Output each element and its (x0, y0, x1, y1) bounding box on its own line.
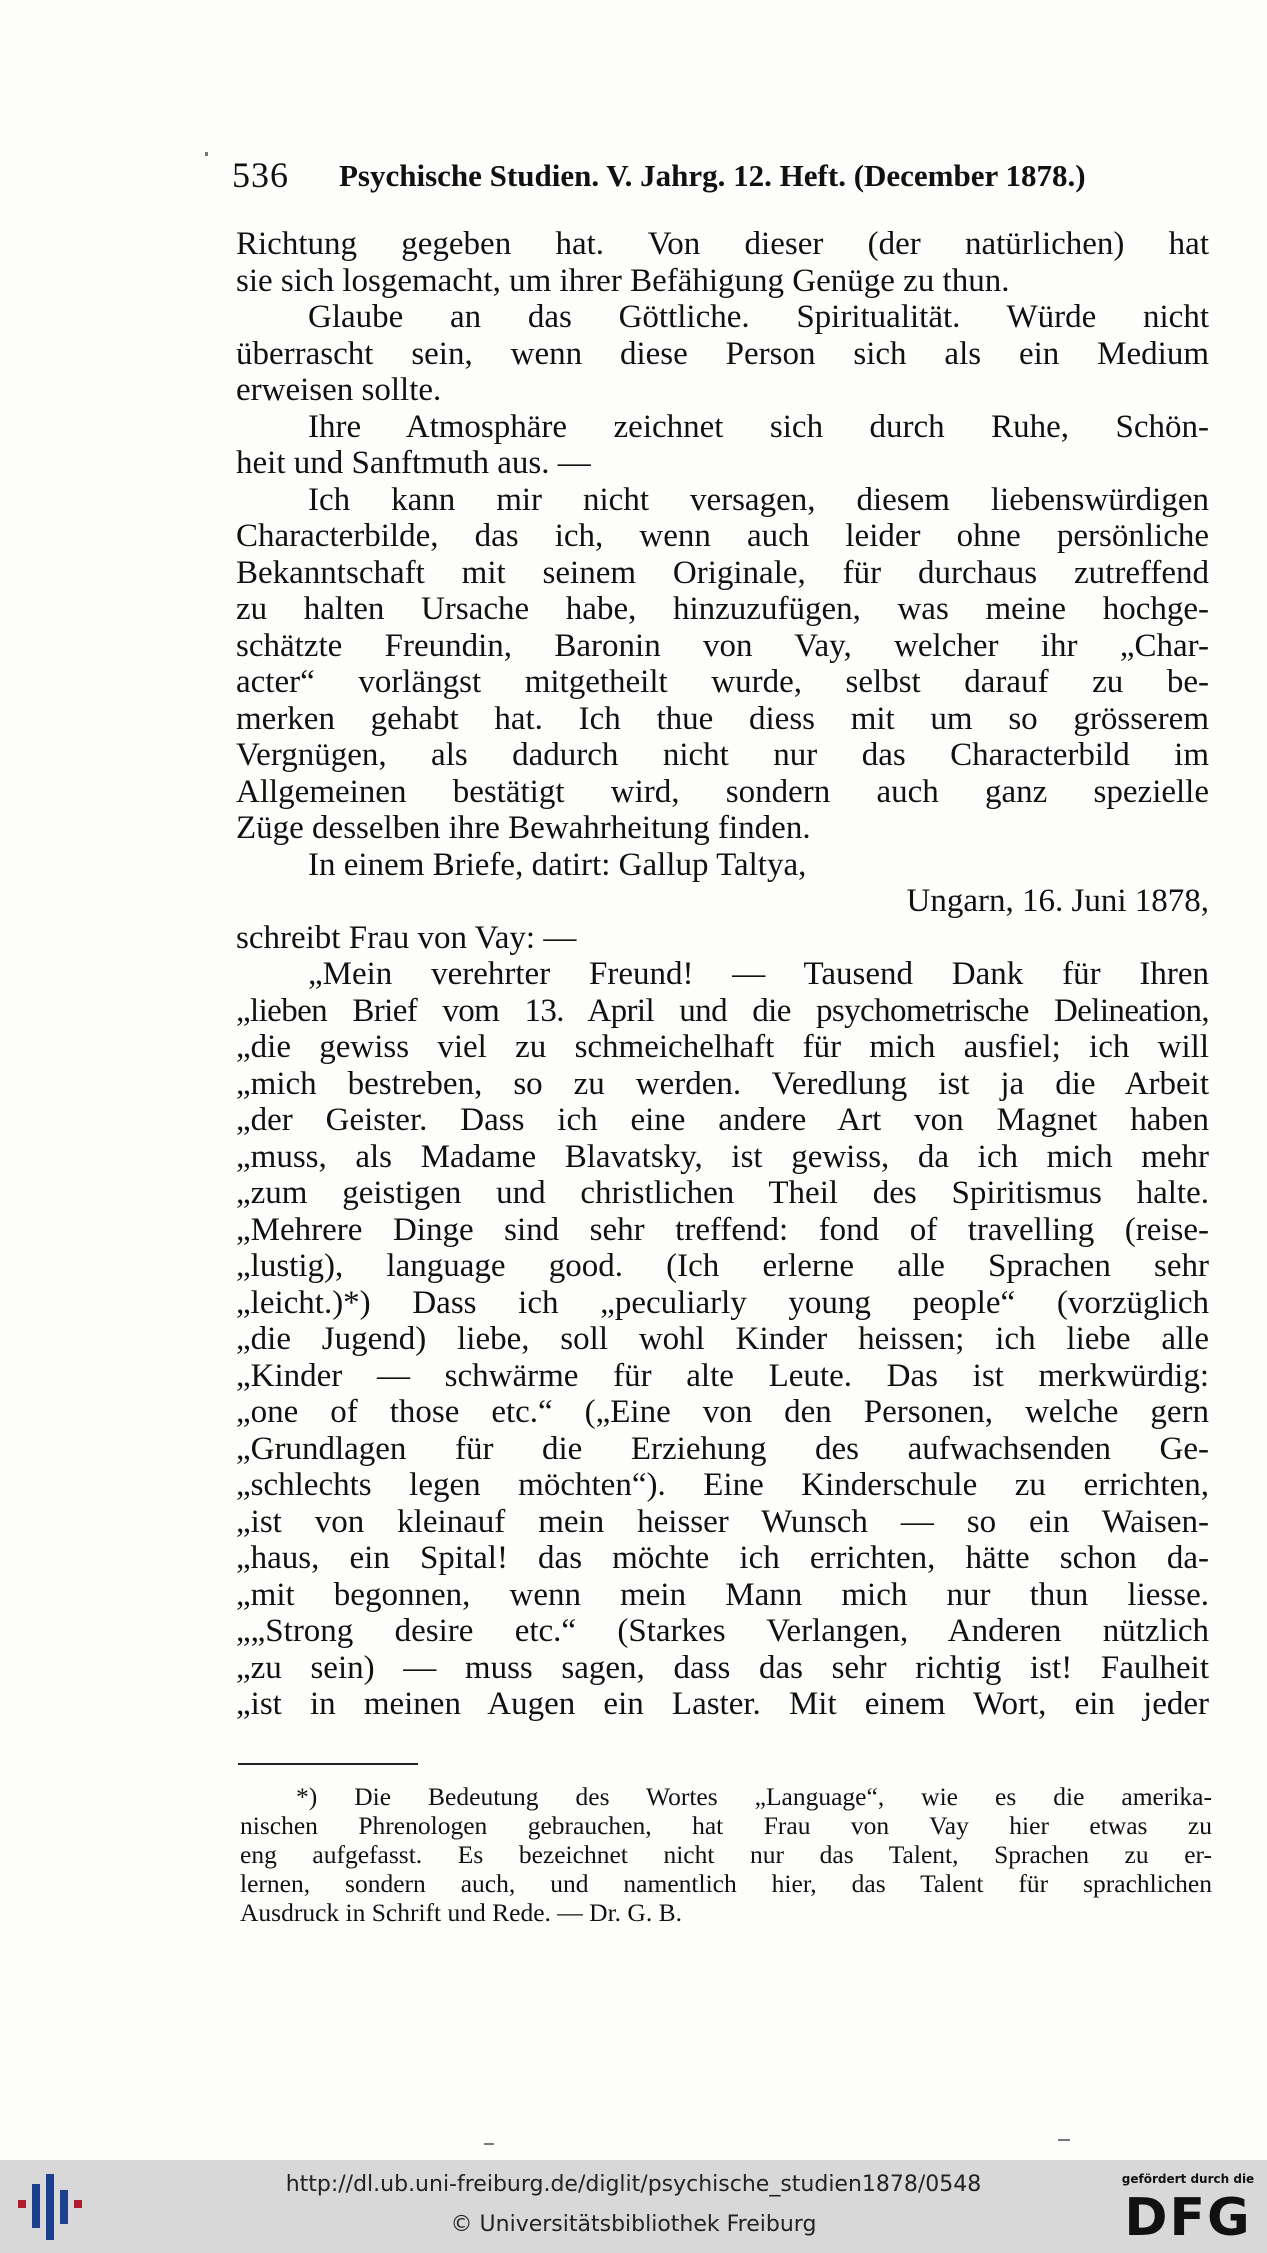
text-line: „der Geister. Dass ich eine andere Art von Magnet haben (236, 1102, 1209, 1138)
text-line: Allgemeinen bestätigt wird, sondern auch ganz spezielle (236, 773, 1209, 810)
text-line: schätzte Freundin, Baronin von Vay, welcher ihr „Char- (236, 627, 1209, 664)
footnote-line: *) Die Bedeutung des Wortes „Language“, wie es die amerika- (296, 1782, 1212, 1811)
text-line: heit und Sanftmuth aus. — (236, 445, 591, 481)
text-line: In einem Briefe, datirt: Gallup Taltya, (308, 846, 807, 883)
text-line: zu halten Ursache habe, hinzuzufügen, was meine hochge- (236, 591, 1209, 627)
footnote-line: lernen, sondern auch, und namentlich hier, das Talent für sprachlichen (240, 1869, 1212, 1898)
text-line: Ungarn, 16. Juni 1878, (906, 883, 1209, 919)
text-line: Ihre Atmosphäre zeichnet sich durch Ruhe, Schön- (308, 408, 1209, 445)
source-url-link[interactable]: http://dl.ub.uni-freiburg.de/diglit/psychische_studien1878/0548 (285, 2172, 982, 2197)
body-text (236, 226, 1209, 1723)
scan-speck (205, 152, 208, 156)
text-line: „ist von kleinauf mein heisser Wunsch — so ein Waisen- (236, 1503, 1209, 1540)
text-line: „one of those etc.“ („Eine von den Personen, welche gern (236, 1394, 1209, 1430)
text-line: „mit begonnen, wenn mein Mann mich nur thun liesse. (236, 1576, 1209, 1613)
text-line: Vergnügen, als dadurch nicht nur das Characterbild im (236, 737, 1209, 773)
text-line: merken gehabt hat. Ich thue diess mit um so grösserem (236, 700, 1209, 737)
dfg-logo: DFG (1124, 2188, 1252, 2248)
text-line: „„Strong desire etc.“ (Starkes Verlangen, Anderen nützlich (236, 1613, 1209, 1649)
text-line: erweisen sollte. (236, 372, 442, 408)
text-line: „die Jugend) liebe, soll wohl Kinder heissen; ich liebe alle (236, 1321, 1209, 1357)
text-line: „die gewiss viel zu schmeichelhaft für mich ausfiel; ich will (236, 1029, 1209, 1065)
sponsor-caption: gefördert durch die (1121, 2172, 1255, 2186)
text-line: „leicht.)*) Dass ich „peculiarly young people“ (vorzüglich (236, 1284, 1209, 1321)
text-line: „zu sein) — muss sagen, dass das sehr richtig ist! Faulheit (236, 1649, 1209, 1686)
footnote-line: nischen Phrenologen gebrauchen, hat Frau von Vay hier etwas zu (240, 1811, 1212, 1840)
text-line: schreibt Frau von Vay: — (236, 919, 577, 956)
scan-speck (484, 2143, 494, 2145)
text-line: Glaube an das Göttliche. Spiritualität. Würde nicht (308, 299, 1209, 335)
footnote (240, 1782, 1212, 1927)
page-header (232, 148, 1204, 198)
text-line: Characterbilde, das ich, wenn auch leider ohne persönliche (236, 518, 1209, 554)
text-line: „lustig), language good. (Ich erlerne alle Sprachen sehr (236, 1248, 1209, 1284)
text-line: „Mein verehrter Freund! — Tausend Dank für Ihren (308, 956, 1209, 992)
text-line: acter“ vorlängst mitgetheilt wurde, selbst darauf zu be- (236, 664, 1209, 700)
page-number: 536 (232, 155, 289, 195)
text-line: „Mehrere Dinge sind sehr treffend: fond of travelling (reise- (236, 1211, 1209, 1248)
footnote-line: eng aufgefasst. Es bezeichnet nicht nur das Talent, Sprachen zu er- (240, 1840, 1212, 1869)
text-line: Ich kann mir nicht versagen, diesem liebenswürdigen (308, 481, 1209, 518)
text-line: „ist in meinen Augen ein Laster. Mit einem Wort, ein jeder (236, 1686, 1209, 1722)
scan-speck (1058, 2139, 1070, 2141)
text-line: „haus, ein Spital! das möchte ich errichten, hätte schon da- (236, 1540, 1209, 1576)
text-line: „muss, als Madame Blavatsky, ist gewiss, da ich mich mehr (236, 1138, 1209, 1175)
text-line: „Grundlagen für die Erziehung des aufwachsenden Ge- (236, 1430, 1209, 1467)
text-line: „mich bestreben, so zu werden. Veredlung ist ja die Arbeit (236, 1065, 1209, 1102)
text-line: „schlechts legen möchten“). Eine Kinderschule zu errichten, (236, 1467, 1209, 1503)
text-line: sie sich losgemacht, um ihrer Befähigung Genüge zu thun. (236, 262, 1010, 299)
footnote-line: Ausdruck in Schrift und Rede. — Dr. G. B. (240, 1898, 682, 1927)
text-line: Bekanntschaft mit seinem Originale, für durchaus zutreffend (236, 554, 1209, 591)
text-line: Richtung gegeben hat. Von dieser (der natürlichen) hat (236, 226, 1209, 262)
text-line: „lieben Brief vom 13. April und die psychometrische Delineation, (236, 992, 1209, 1029)
footnote-separator (238, 1763, 418, 1765)
digitization-footer (0, 2160, 1267, 2253)
text-line: „zum geistigen und christlichen Theil des Spiritismus halte. (236, 1175, 1209, 1211)
text-line: überrascht sein, wenn diese Person sich als ein Medium (236, 335, 1209, 372)
running-title: Psychische Studien. V. Jahrg. 12. Heft. (December 1878.) (339, 158, 1086, 193)
text-line: „Kinder — schwärme für alte Leute. Das ist merkwürdig: (236, 1357, 1209, 1394)
text-line: Züge desselben ihre Bewahrheitung finden. (236, 810, 811, 846)
copyright-notice: © Universitätsbibliothek Freiburg (450, 2212, 817, 2237)
